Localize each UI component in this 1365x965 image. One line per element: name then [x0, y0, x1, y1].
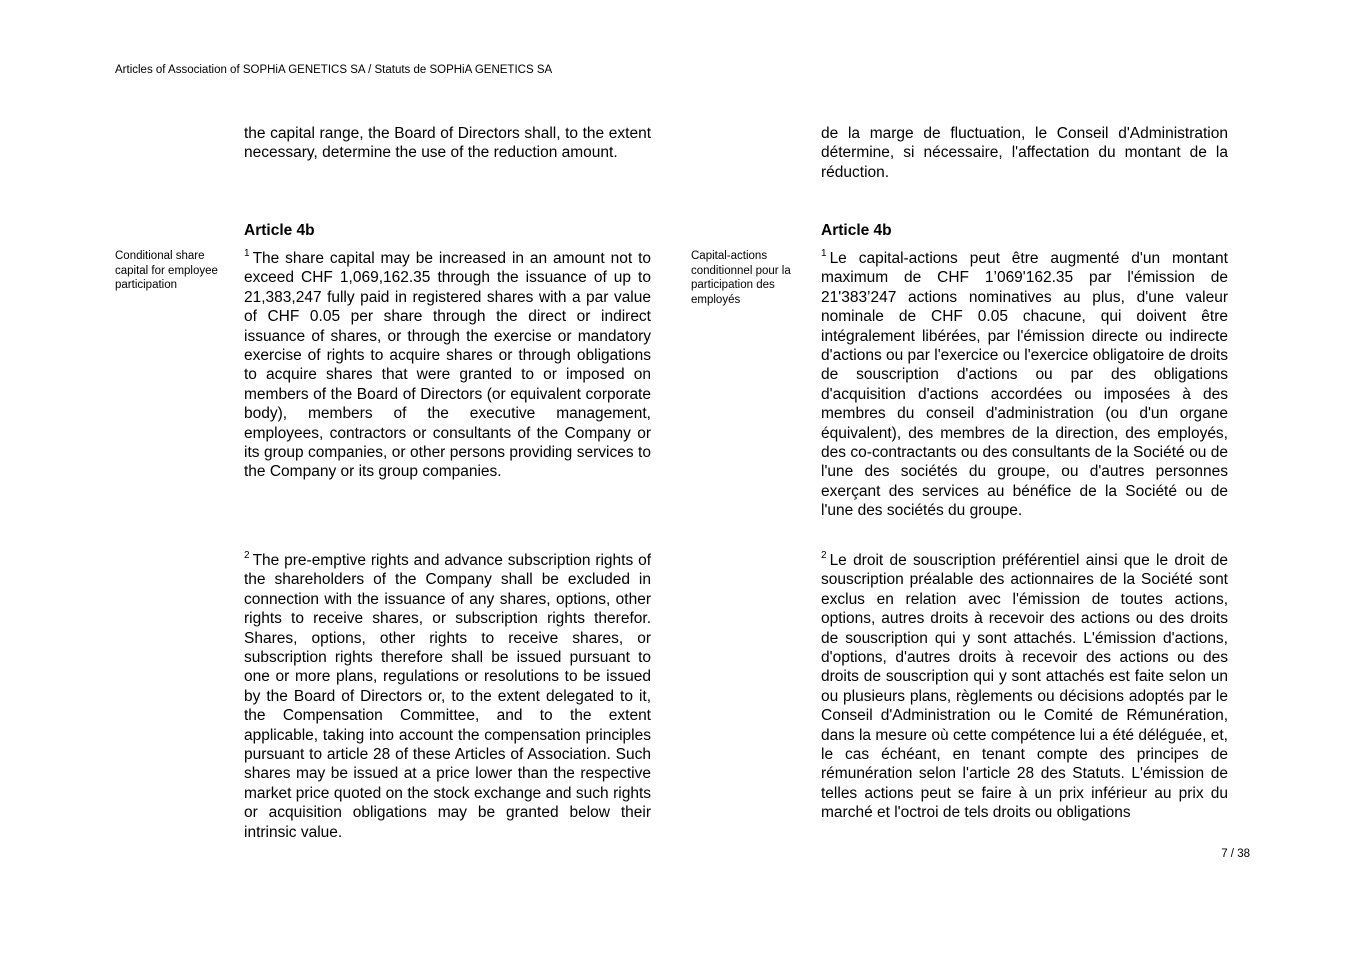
- english-article-heading: Article 4b: [244, 222, 315, 239]
- english-paragraph-2: [244, 551, 651, 842]
- french-paragraph-2: [821, 551, 1228, 823]
- english-paragraph-1: [244, 249, 651, 482]
- french-paragraph-1-number: 1: [821, 248, 827, 259]
- french-paragraph-1-text: Le capital-actions peut être augmenté d'un montant maximum de CHF 1’069'162.35 par l'émission de 21'383’247 actions nominatives au plus, d'une valeur nominale de CHF 0.05 chacune, qui doivent être intégralement libérées, par l'émission directe ou indirecte d'actions ou par l'exercice ou l'exercice obligatoire de droits de souscription d'actions ou par des obligations d'acquisition d'actions accordées ou imposées à des membres du conseil d'administration (ou d'un organe équivalent), des membres de la direction, des employés, des co-contractants ou des consultants de la Société ou de l'une des sociétés du groupe, ou d'autres personnes exerçant des services au bénéfice de la Société ou de l'une des sociétés du groupe.: [821, 250, 1228, 520]
- english-continuation-text: the capital range, the Board of Directors shall, to the extent necessary, determine the use of the reduction amount.: [244, 125, 651, 162]
- running-header: Articles of Association of SOPHiA GENETICS SA / Statuts de SOPHiA GENETICS SA: [115, 64, 553, 76]
- french-paragraph-1: [821, 249, 1228, 521]
- french-article-heading: Article 4b: [821, 222, 892, 239]
- english-margin-note: Conditional share capital for employee participation: [115, 250, 218, 291]
- english-paragraph-2-text: The pre-emptive rights and advance subscription rights of the shareholders of the Company shall be excluded in connection with the issuance of any shares, options, other rights to receive shares, or subscription rights therefor. Shares, options, other rights to receive shares, or subscription rights therefore shall be issued pursuant to one or more plans, regulations or resolutions to be issued by the Board of Directors or, to the extent delegated to it, the Compensation Committee, and to the extent applicable, taking into account the compensation principles pursuant to article 28 of these Articles of Association. Such shares may be issued at a price lower than the respective market price quoted on the stock exchange and such rights or acquisition obligations may be granted below their intrinsic value.: [244, 552, 651, 841]
- english-paragraph-1-number: 1: [244, 248, 250, 259]
- french-paragraph-2-text: Le droit de souscription préférentiel ainsi que le droit de souscription préalable des actionnaires de la Société sont exclus en relation avec l'émission de toutes actions, options, autres droits à recevoir des actions ou des droits de souscription qui y sont attachés. L'émission d'actions, d'options, d'autres droits à recevoir des actions ou des droits de souscription qui y sont attachés est faite selon un ou plusieurs plans, règlements ou décisions adoptés par le Conseil d'Administration ou le Comité de Rémunération, dans la mesure où cette compétence lui a été déléguée, et, le cas échéant, en tenant compte des principes de rémunération selon l'article 28 des Statuts. L'émission de telles actions peut se faire à un prix inférieur au prix du marché et l'octroi de tels droits ou obligations: [821, 552, 1228, 822]
- page-number: 7 / 38: [1221, 848, 1250, 860]
- french-margin-note: Capital-actions conditionnel pour la participation des employés: [691, 250, 791, 306]
- french-continuation-text: de la marge de fluctuation, le Conseil d'Administration détermine, si nécessaire, l'affectation du montant de la réduction.: [821, 125, 1228, 181]
- english-paragraph-1-text: The share capital may be increased in an amount not to exceed CHF 1,069,162.35 through the issuance of up to 21,383,247 fully paid in registered shares with a par value of CHF 0.05 per share through the direct or indirect issuance of shares, or through the exercise or mandatory exercise of rights to acquire shares or through obligations to acquire shares that were granted to or imposed on members of the Board of Directors (or equivalent corporate body), members of the executive management, employees, contractors or consultants of the Company or its group companies, or other persons providing services to the Company or its group companies.: [244, 250, 651, 481]
- english-paragraph-2-number: 2: [244, 550, 250, 561]
- french-paragraph-2-number: 2: [821, 550, 827, 561]
